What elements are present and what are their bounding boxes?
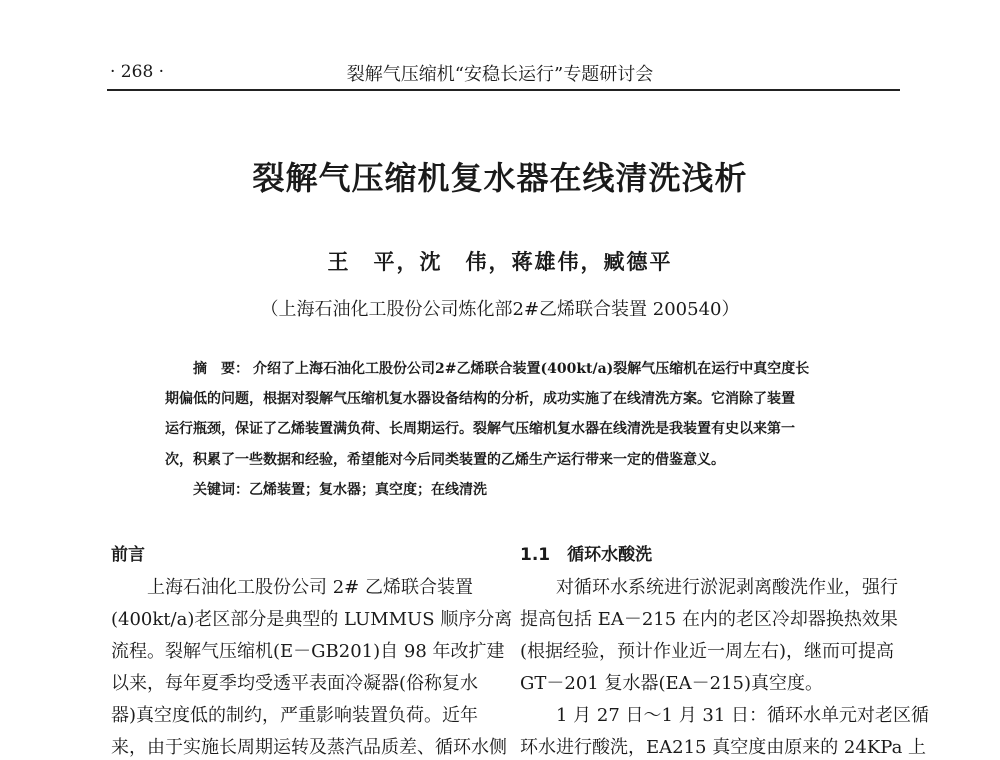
page-number: · 268 · bbox=[110, 62, 165, 82]
body-line: 提高包括 EA－215 在内的老区冷却器换热效果 bbox=[520, 609, 898, 630]
body-line: GT－201 复水器(EA－215)真空度。 bbox=[520, 673, 824, 694]
section-heading-1-1: 1.1 循环水酸洗 bbox=[520, 545, 653, 565]
affiliation: （上海石油化工股份公司炼化部2#乙烯联合装置 200540） bbox=[260, 299, 740, 320]
body-line: (400kt/a)老区部分是典型的 LUMMUS 顺序分离 bbox=[111, 609, 513, 630]
section-heading-preface: 前言 bbox=[111, 545, 145, 565]
body-line: 上海石油化工股份公司 2# 乙烯联合装置 bbox=[147, 577, 473, 598]
body-line: 来，由于实施长周期运转及蒸汽品质差、循环水侧 bbox=[111, 737, 507, 758]
abstract-label: 摘 要： bbox=[193, 361, 249, 377]
abstract-line: 次，积累了一些数据和经验，希望能对今后同类装置的乙烯生产运行带来一定的借鉴意义。 bbox=[165, 452, 725, 468]
body-line: 流程。裂解气压缩机(E－GB201)自 98 年改扩建 bbox=[111, 641, 505, 662]
body-line: 1 月 27 日～1 月 31 日：循环水单元对老区循 bbox=[556, 705, 930, 726]
article-title: 裂解气压缩机复水器在线清洗浅析 bbox=[252, 159, 748, 197]
authors: 王 平，沈 伟，蒋雄伟，臧德平 bbox=[327, 249, 673, 274]
abstract-line: 期偏低的问题，根据对裂解气压缩机复水器设备结构的分析，成功实施了在线清洗方案。它消除了装置 bbox=[165, 391, 795, 407]
keywords-label: 关键词： bbox=[193, 482, 249, 498]
header-rule bbox=[107, 89, 900, 91]
body-line: 环水进行酸洗，EA215 真空度由原来的 24KPa 上 bbox=[520, 737, 927, 758]
abstract-line: 运行瓶颈，保证了乙烯装置满负荷、长周期运行。裂解气压缩机复水器在线清洗是我装置有史以来第一 bbox=[165, 421, 795, 437]
keywords: 乙烯装置；复水器；真空度；在线清洗 bbox=[249, 482, 487, 498]
abstract-text: 介绍了上海石油化工股份公司2#乙烯联合装置(400kt/a)裂解气压缩机在运行中真空度长 bbox=[253, 361, 810, 377]
running-header: 裂解气压缩机“安稳长运行”专题研讨会 bbox=[346, 64, 654, 85]
keywords-line bbox=[193, 479, 487, 499]
body-line: 器)真空度低的制约，严重影响装置负荷。近年 bbox=[111, 705, 479, 726]
abstract-line bbox=[193, 358, 809, 378]
body-line: (根据经验，预计作业近一周左右)，继而可提高 bbox=[520, 641, 895, 662]
body-line: 以来，每年夏季均受透平表面冷凝器(俗称复水 bbox=[111, 673, 479, 694]
body-line: 对循环水系统进行淤泥剥离酸洗作业，强行 bbox=[556, 577, 898, 598]
